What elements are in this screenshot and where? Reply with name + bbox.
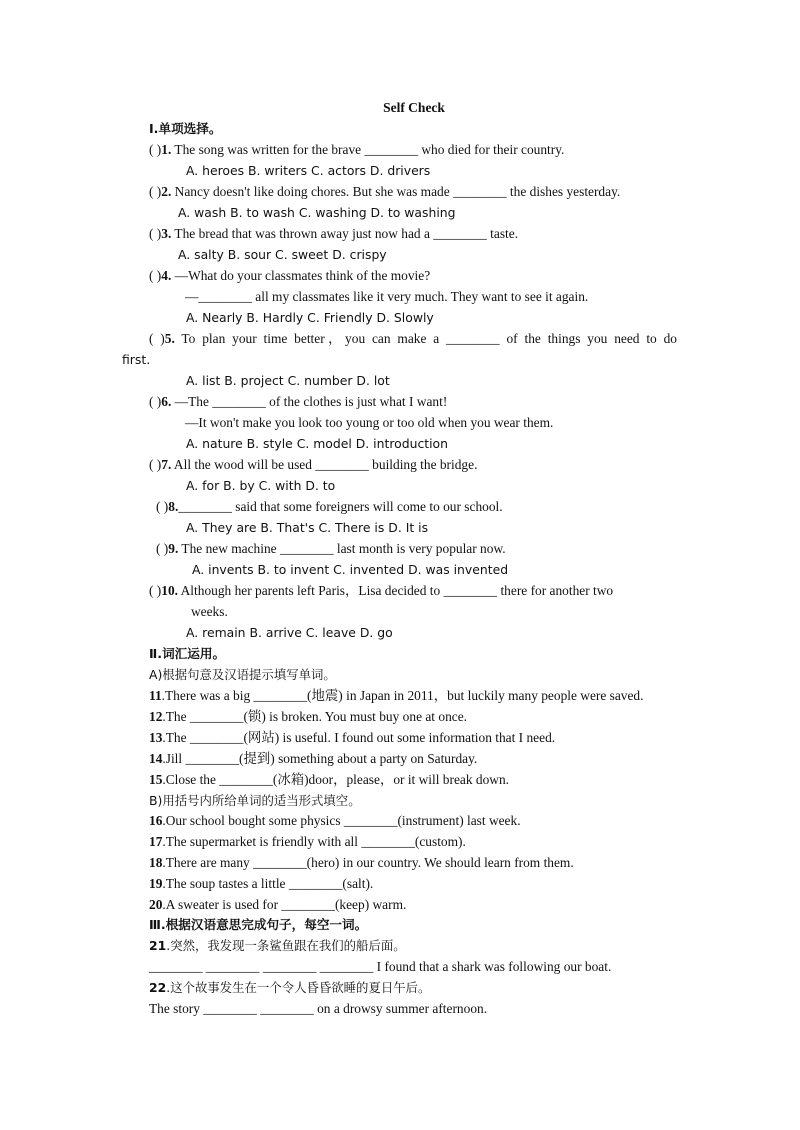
answer-bracket: ( ) [149, 142, 162, 157]
translation-question-22 [149, 980, 430, 996]
question-text: .Jill ________(提到) something about a party on Saturday. [162, 751, 478, 766]
question-3 [149, 226, 518, 242]
question-text: The bread that was thrown away just now had a ________ taste. [171, 226, 519, 241]
answer-bracket: ( ) [156, 541, 169, 556]
question-number: 9. [168, 541, 179, 556]
vocab-question-20 [149, 897, 406, 913]
question-text: .Our school bought some physics ________(instrument) last week. [162, 813, 521, 828]
section-3-heading: Ⅲ.根据汉语意思完成句子，每空一词。 [149, 917, 368, 932]
question-number: 6. [161, 394, 172, 409]
question-7 [149, 457, 477, 473]
question-text: .Close the ________(冰箱)door，please，or it will break down. [162, 772, 509, 787]
question-number: 4. [161, 268, 172, 283]
question-number: 13 [149, 730, 163, 745]
question-10 [149, 583, 613, 599]
question-text: .There are many ________(hero) in our country. We should learn from them. [162, 855, 574, 870]
question-number: 8. [168, 499, 179, 514]
question-number: 15 [149, 772, 163, 787]
question-4-options: A. Nearly B. Hardly C. Friendly D. Slowly [186, 310, 434, 325]
question-text: The new machine ________ last month is very popular now. [178, 541, 506, 556]
vocab-question-19 [149, 876, 373, 892]
question-5-line-2: first. [122, 352, 151, 367]
question-text: .The soup tastes a little ________(salt). [162, 876, 374, 891]
question-8-options: A. They are B. That's C. There is D. It is [186, 520, 429, 535]
question-1 [149, 142, 564, 158]
vocab-question-16 [149, 813, 521, 829]
question-2 [149, 184, 620, 200]
answer-bracket: ( ) [149, 331, 165, 346]
section-2b-instruction: B)用括号内所给单词的适当形式填空。 [149, 793, 361, 808]
translation-answer-22: The story ________ ________ on a drowsy summer afternoon. [149, 1001, 488, 1016]
question-text: —What do your classmates think of the movie? [171, 268, 431, 283]
question-number: 2. [161, 184, 172, 199]
question-10-line-2: weeks. [191, 604, 228, 619]
answer-bracket: ( ) [149, 457, 162, 472]
question-text: Although her parents left Paris，Lisa decided to ________ there for another two [178, 583, 614, 598]
question-number: 20 [149, 897, 163, 912]
question-3-options: A. salty B. sour C. sweet D. crispy [178, 247, 387, 262]
vocab-question-14 [149, 751, 477, 767]
question-text: .The ________(网站) is useful. I found out some information that I need. [162, 730, 556, 745]
question-6-options: A. nature B. style C. model D. introduction [186, 436, 448, 451]
answer-bracket: ( ) [149, 226, 162, 241]
question-number: 12 [149, 709, 163, 724]
question-8 [156, 499, 503, 515]
question-4-line-2: —________ all my classmates like it very much. They want to see it again. [185, 289, 589, 304]
page-title: Self Check [383, 100, 445, 115]
question-number: 7. [161, 457, 172, 472]
question-9 [156, 541, 506, 557]
vocab-question-17 [149, 834, 466, 850]
vocab-question-18 [149, 855, 574, 871]
vocab-question-13 [149, 730, 555, 746]
section-1-heading: Ⅰ.单项选择。 [149, 121, 222, 136]
question-number: 22 [149, 980, 167, 995]
question-5-options: A. list B. project C. number D. lot [186, 373, 390, 388]
vocab-question-11 [149, 688, 643, 704]
chinese-prompt: .突然，我发现一条鲨鱼跟在我们的船后面。 [166, 938, 406, 953]
section-2-heading: Ⅱ.词汇运用。 [149, 646, 226, 661]
question-1-options: A. heroes B. writers C. actors D. drivers [186, 163, 431, 178]
question-number: 1. [161, 142, 172, 157]
question-number: 21 [149, 938, 167, 953]
question-text: To plan your time better，you can make a ________ of the things you need to do [174, 331, 677, 346]
translation-answer-21: ________ ________ ________ ________ I found that a shark was following our boat. [149, 959, 612, 974]
question-number: 14 [149, 751, 163, 766]
question-4 [149, 268, 430, 284]
question-text: ________ said that some foreigners will come to our school. [178, 499, 503, 514]
vocab-question-15 [149, 772, 509, 788]
question-10-options: A. remain B. arrive C. leave D. go [186, 625, 393, 640]
question-text: .There was a big ________(地震) in Japan in 2011，but luckily many people were saved. [161, 688, 644, 703]
question-number: 18 [149, 855, 163, 870]
question-2-options: A. wash B. to wash C. washing D. to washing [178, 205, 456, 220]
question-number: 3. [161, 226, 172, 241]
question-5 [149, 331, 677, 347]
question-number: 5. [164, 331, 175, 346]
question-text: Nancy doesn't like doing chores. But she was made ________ the dishes yesterday. [171, 184, 621, 199]
section-2a-instruction: A)根据句意及汉语提示填写单词。 [149, 667, 336, 682]
question-text: The song was written for the brave ________ who died for their country. [171, 142, 565, 157]
vocab-question-12 [149, 709, 467, 725]
question-6-line-2: —It won't make you look too young or too old when you wear them. [185, 415, 554, 430]
question-text: .A sweater is used for ________(keep) warm. [162, 897, 407, 912]
question-number: 19 [149, 876, 163, 891]
question-number: 17 [149, 834, 163, 849]
question-text: —The ________ of the clothes is just what I want! [171, 394, 448, 409]
question-number: 10. [161, 583, 179, 598]
question-9-options: A. invents B. to invent C. invented D. was invented [192, 562, 509, 577]
question-text: .The supermarket is friendly with all ________(custom). [162, 834, 466, 849]
chinese-prompt: .这个故事发生在一个令人昏昏欲睡的夏日午后。 [166, 980, 431, 995]
translation-question-21 [149, 938, 406, 954]
question-6 [149, 394, 447, 410]
question-7-options: A. for B. by C. with D. to [186, 478, 336, 493]
question-number: 11 [149, 688, 162, 703]
answer-bracket: ( ) [149, 394, 162, 409]
answer-bracket: ( ) [149, 268, 162, 283]
question-text: All the wood will be used ________ building the bridge. [171, 457, 478, 472]
answer-bracket: ( ) [149, 184, 162, 199]
answer-bracket: ( ) [149, 583, 162, 598]
answer-bracket: ( ) [156, 499, 169, 514]
question-text: .The ________(锁) is broken. You must buy one at once. [162, 709, 467, 724]
question-number: 16 [149, 813, 163, 828]
